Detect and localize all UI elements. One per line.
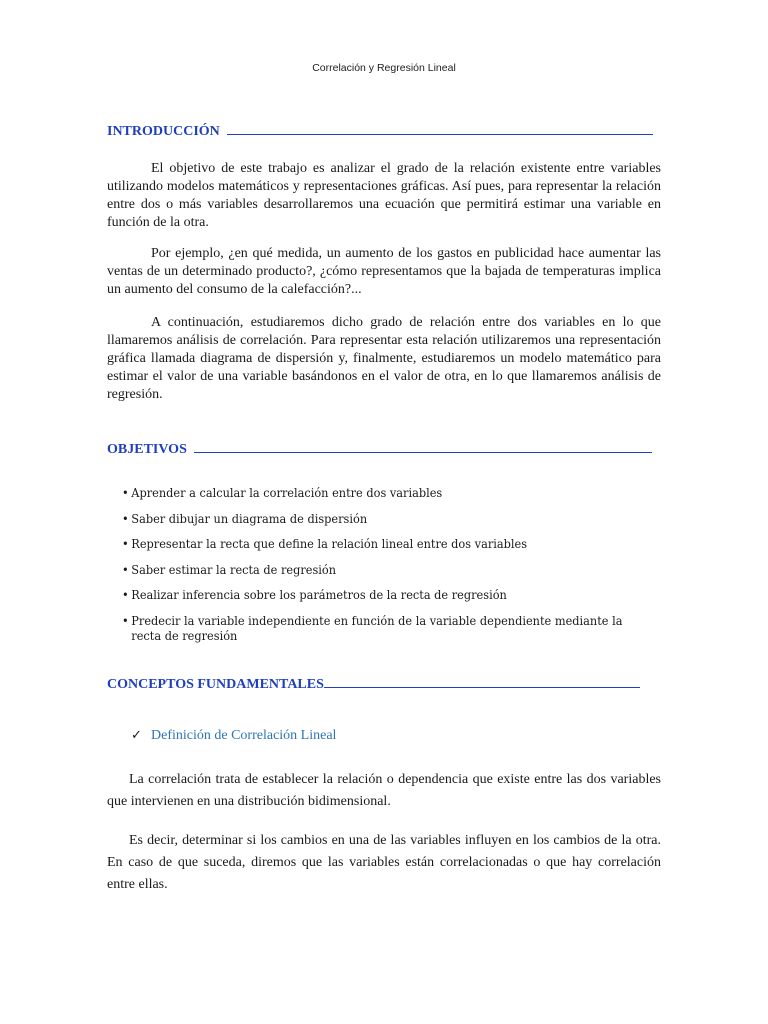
checkmark-icon: ✓ (131, 727, 142, 742)
intro-paragraph-1: El objetivo de este trabajo es analizar el grado de la relación existente entre variables utilizando modelos matemáticos y representaciones gráficas. Así pues, para representar la relación entre dos o más variables desarrollaremos una ecuación que permitirá estimar una variable en función de la otra. (107, 161, 661, 230)
heading-underline-rule (227, 133, 653, 135)
intro-paragraph-3: A continuación, estudiaremos dicho grado de relación entre dos variables en lo que llamaremos análisis de correlación. Para representar esta relación utilizaremos una representación gráfica llamada diagrama de dispersión y, finalmente, estudiaremos un modelo matemático para estimar el valor de una variable basándonos en el valor de otra, en lo que llamaremos análisis de regresión. (107, 315, 661, 402)
intro-paragraph-2: Por ejemplo, ¿en qué medida, un aumento de los gastos en publicidad hace aumentar las ventas de un determinado producto?, ¿cómo representamos que la bajada de temperaturas implica un aumento del consumo de la calefacción?... (107, 246, 661, 297)
section-heading-conceptos (107, 677, 640, 693)
section-heading-introduccion (107, 124, 653, 140)
objective-text: Saber dibujar un diagrama de dispersión (131, 511, 368, 526)
concepts-paragraph-1: La correlación trata de establecer la relación o dependencia que existe entre las dos variables que intervienen en una distribución bidimensional. (107, 772, 661, 809)
objective-text: Realizar inferencia sobre los parámetros de la recta de regresión (131, 588, 507, 602)
list-item (122, 614, 624, 644)
list-item (122, 512, 624, 527)
list-item (122, 588, 624, 603)
subheading-text: Definición de Correlación Lineal (151, 728, 337, 743)
bullet-icon: • (122, 511, 129, 526)
subheading-definicion (131, 727, 336, 744)
bullet-icon: • (122, 537, 129, 551)
list-item (122, 486, 624, 501)
heading-text: OBJETIVOS (107, 442, 187, 457)
objective-text: Saber estimar la recta de regresión (131, 562, 337, 577)
page-header-title: Correlación y Regresión Lineal (312, 62, 456, 74)
bullet-icon: • (122, 562, 129, 577)
list-item (122, 537, 624, 552)
heading-underline-rule (324, 686, 640, 688)
heading-text: INTRODUCCIÓN (107, 124, 220, 139)
objectives-list (122, 486, 624, 654)
objective-text: Predecir la variable independiente en función de la variable dependiente mediante la recta de regresión (131, 613, 623, 643)
heading-underline-rule (194, 451, 652, 453)
objective-text: Representar la recta que define la relación lineal entre dos variables (131, 537, 528, 551)
bullet-icon: • (122, 486, 129, 500)
bullet-icon: • (122, 588, 129, 602)
objective-text: Aprender a calcular la correlación entre dos variables (131, 486, 443, 500)
section-heading-objetivos (107, 442, 652, 458)
concepts-paragraph-2: Es decir, determinar si los cambios en una de las variables influyen en los cambios de la otra. En caso de que suceda, diremos que las variables están correlacionadas o que hay correlación entre ellas. (107, 833, 661, 892)
list-item (122, 563, 624, 578)
heading-text: CONCEPTOS FUNDAMENTALES (107, 677, 324, 692)
bullet-icon: • (122, 613, 129, 628)
